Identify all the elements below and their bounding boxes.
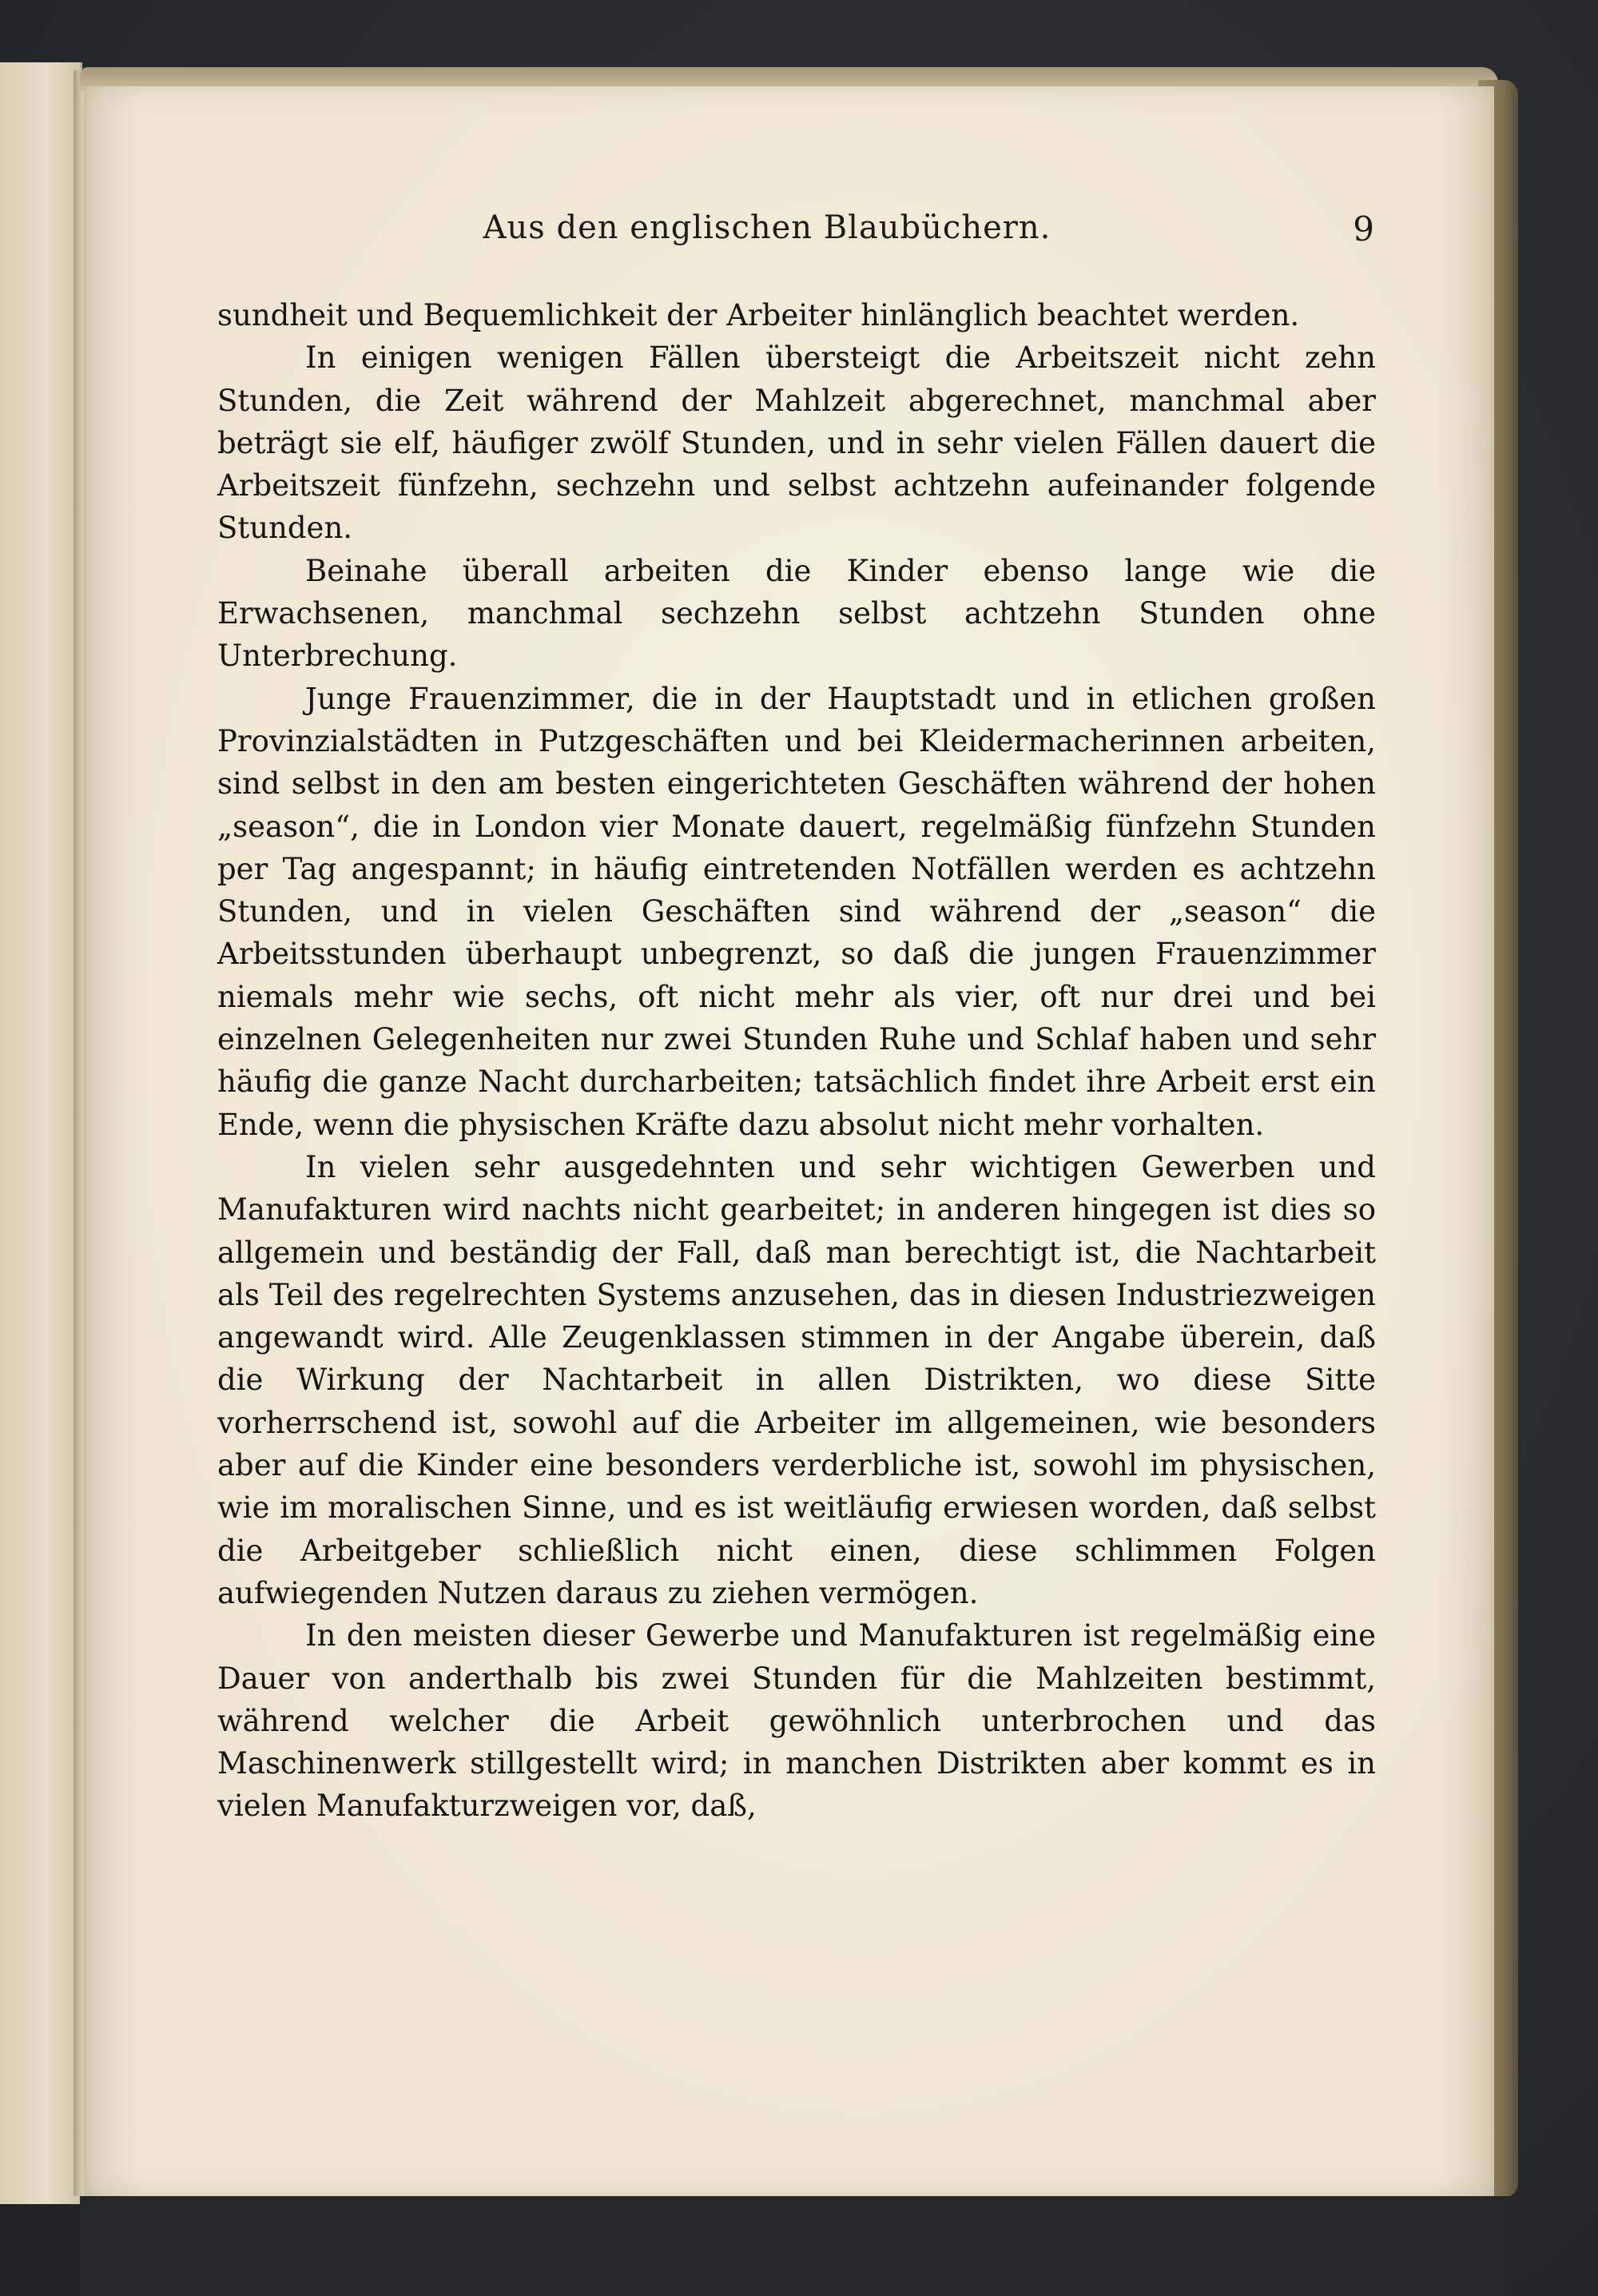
previous-page-edge [0, 62, 82, 2204]
paragraph-continuation: sundheit und Bequemlichkeit der Arbeiter hinlänglich beachtet werden. [217, 298, 1300, 332]
bottom-background [80, 2196, 1510, 2296]
paragraph-children: Beinahe überall arbeiten die Kinder ebenso lange wie die Erwachsenen, manchmal sechzehn selbst achtzehn Stunden ohne Unterbrechung. [217, 553, 1376, 674]
page-header [160, 209, 1374, 257]
paragraph-night-work: In vielen sehr ausgedehnten und sehr wichtigen Gewerben und Manufakturen wird nachts nicht gearbeitet; in anderen hingegen ist dies so allgemein und beständig der Fall, daß man berechtigt ist, die Nachtarbeit als Teil des regelrechten Systems anzusehen, das in diesen Industriezweigen angewandt wird. Alle Zeugenklassen stimmen in der Angabe überein, daß die Wirkung der Nachtarbeit in allen Distrikten, wo diese Sitte vorherrschend ist, sowohl auf die Arbeiter im allgemeinen, wie besonders aber auf die Kinder eine besonders verderbliche ist, sowohl im physischen, wie im moralischen Sinne, und es ist weitläufig erwiesen worden, daß selbst die Arbeitgeber schließlich nicht einen, diese schlimmen Folgen aufwiegenden Nutzen daraus zu ziehen vermögen. [217, 1149, 1376, 1610]
body-text [217, 294, 1376, 1828]
paragraph-working-hours: In einigen wenigen Fällen übersteigt die Arbeitszeit nicht zehn Stunden, die Zeit während der Mahlzeit abgerechnet, manchmal aber beträgt sie elf, häufiger zwölf Stunden, und in sehr vielen Fällen dauert die Arbeitszeit fünfzehn, sechzehn und selbst achtzehn aufeinander folgende Stunden. [217, 340, 1376, 546]
running-head: Aus den englischen Blaubüchern. [483, 209, 1051, 246]
paragraph-young-women: Junge Frauenzimmer, die in der Hauptstadt und in etlichen großen Provinzialstädten in Putzgeschäften und bei Kleidermacherinnen arbeiten, sind selbst in den am besten eingerichteten Geschäften während der hohen „season“, die in London vier Monate dauert, regelmäßig fünfzehn Stunden per Tag angespannt; in häufig eintretenden Notfällen werden es achtzehn Stunden, und in vielen Geschäften sind während der „season“ die Arbeitsstunden überhaupt unbegrenzt, so daß die jungen Frauenzimmer niemals mehr wie sechs, oft nicht mehr als vier, oft nur drei und bei einzelnen Gelegenheiten nur zwei Stunden Ruhe und Schlaf haben und sehr häufig die ganze Nacht durcharbeiten; tatsächlich findet ihre Arbeit erst ein Ende, wenn die physischen Kräfte dazu absolut nicht mehr vorhalten. [217, 681, 1376, 1142]
page-number: 9 [1353, 209, 1374, 249]
paragraph-meal-breaks: In den meisten dieser Gewerbe und Manufakturen ist regelmäßig eine Dauer von anderthalb bis zwei Stunden für die Mahlzeiten bestimmt, während welcher die Arbeit gewöhnlich unterbrochen und das Maschinenwerk stillgestellt wird; in manchen Distrikten aber kommt es in vielen Manufakturzweigen vor, daß, [217, 1618, 1376, 1824]
